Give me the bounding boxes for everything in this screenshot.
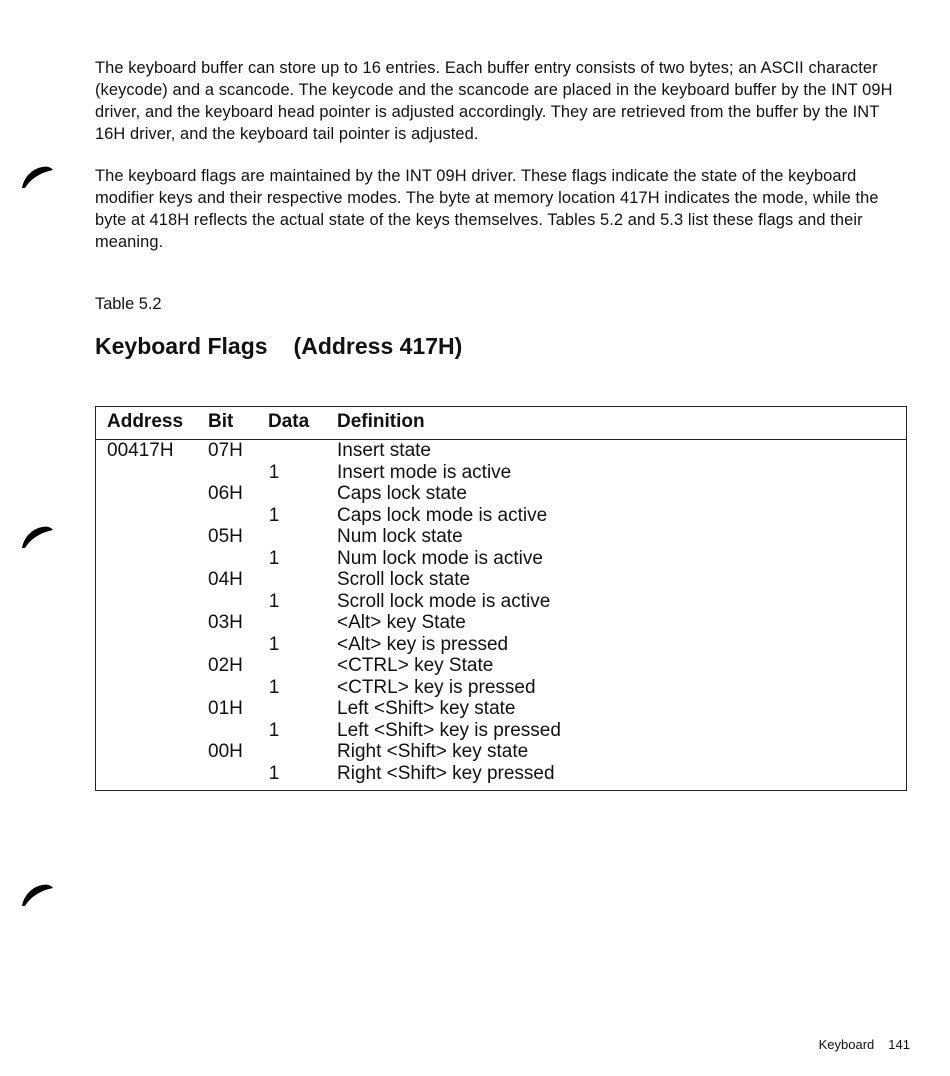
page-footer <box>819 1036 910 1054</box>
page-number: 141 <box>888 1037 910 1052</box>
table-body <box>96 440 906 784</box>
cell-definition: Caps lock state <box>337 483 467 504</box>
cell-definition: <CTRL> key State <box>337 655 494 676</box>
cell-bit: 02H <box>208 655 243 676</box>
cell-bit: 06H <box>208 483 243 504</box>
header-bit: Bit <box>208 411 234 432</box>
cell-definition: <Alt> key is pressed <box>337 633 509 655</box>
table-row <box>96 440 906 462</box>
table-row <box>96 526 906 548</box>
table-row <box>96 569 906 591</box>
cell-data: 1 <box>268 676 280 698</box>
table-label: Table 5.2 <box>95 295 162 313</box>
cell-definition: Insert mode is active <box>337 461 512 483</box>
cell-definition: Caps lock mode is active <box>337 504 548 526</box>
table-row <box>96 591 906 613</box>
cell-definition: <Alt> key State <box>337 612 466 633</box>
table-row <box>96 462 906 484</box>
cell-bit: 00H <box>208 741 243 762</box>
header-definition: Definition <box>337 411 425 432</box>
table-row <box>96 505 906 527</box>
table-title-main: Keyboard Flags <box>95 333 268 359</box>
cell-data: 1 <box>268 547 280 569</box>
cell-definition: <CTRL> key is pressed <box>337 676 536 698</box>
cell-definition: Left <Shift> key state <box>337 698 516 719</box>
cell-address: 00417H <box>107 440 174 461</box>
binder-hole-mark-icon <box>20 523 54 549</box>
cell-data: 1 <box>268 590 280 612</box>
cell-definition: Scroll lock state <box>337 569 471 590</box>
cell-definition: Right <Shift> key state <box>337 741 529 762</box>
table-row <box>96 548 906 570</box>
cell-definition: Right <Shift> key pressed <box>337 762 555 784</box>
cell-data: 1 <box>268 461 280 483</box>
cell-data: 1 <box>268 504 280 526</box>
table-row <box>96 677 906 699</box>
table-row <box>96 634 906 656</box>
body-paragraph: The keyboard buffer can store up to 16 entries. Each buffer entry consists of two bytes; an ASCII character (keycode) and a scancode. The keycode and the scancode are placed in the keyboard buffer by the INT 09H driver, and the keyboard head pointer is adjusted accordingly. They are retrieved from the buffer by the INT 16H driver, and the keyboard tail pointer is adjusted. <box>95 59 893 143</box>
cell-data: 1 <box>268 633 280 655</box>
cell-data: 1 <box>268 719 280 741</box>
cell-definition: Scroll lock mode is active <box>337 590 551 612</box>
table-row <box>96 763 906 785</box>
table-row <box>96 483 906 505</box>
keyboard-flags-table <box>95 406 907 791</box>
cell-data: 1 <box>268 762 280 784</box>
binder-hole-mark-icon <box>20 163 54 189</box>
table-title-address: (Address 417H) <box>293 333 463 359</box>
table-row <box>96 741 906 763</box>
table-row <box>96 612 906 634</box>
table-title <box>95 331 462 361</box>
table-row <box>96 720 906 742</box>
cell-bit: 07H <box>208 440 243 461</box>
cell-definition: Left <Shift> key is pressed <box>337 719 561 741</box>
cell-definition: Num lock state <box>337 526 463 547</box>
cell-bit: 03H <box>208 612 243 633</box>
table-header-row <box>96 407 906 440</box>
footer-section: Keyboard <box>818 1037 875 1052</box>
cell-bit: 05H <box>208 526 243 547</box>
cell-definition: Num lock mode is active <box>337 547 543 569</box>
table-row <box>96 655 906 677</box>
cell-bit: 01H <box>208 698 243 719</box>
cell-bit: 04H <box>208 569 243 590</box>
table-row <box>96 698 906 720</box>
header-address: Address <box>107 411 184 432</box>
body-paragraph: The keyboard flags are maintained by the INT 09H driver. These flags indicate the state of the keyboard modifier keys and their respective modes. The byte at memory location 417H indicates the mode, while the byte at 418H reflects the actual state of the keys themselves. Tables 5.2 and 5.3 list these flags and their meaning. <box>95 167 879 251</box>
cell-definition: Insert state <box>337 440 431 461</box>
binder-hole-mark-icon <box>20 881 54 907</box>
header-data: Data <box>268 411 310 432</box>
